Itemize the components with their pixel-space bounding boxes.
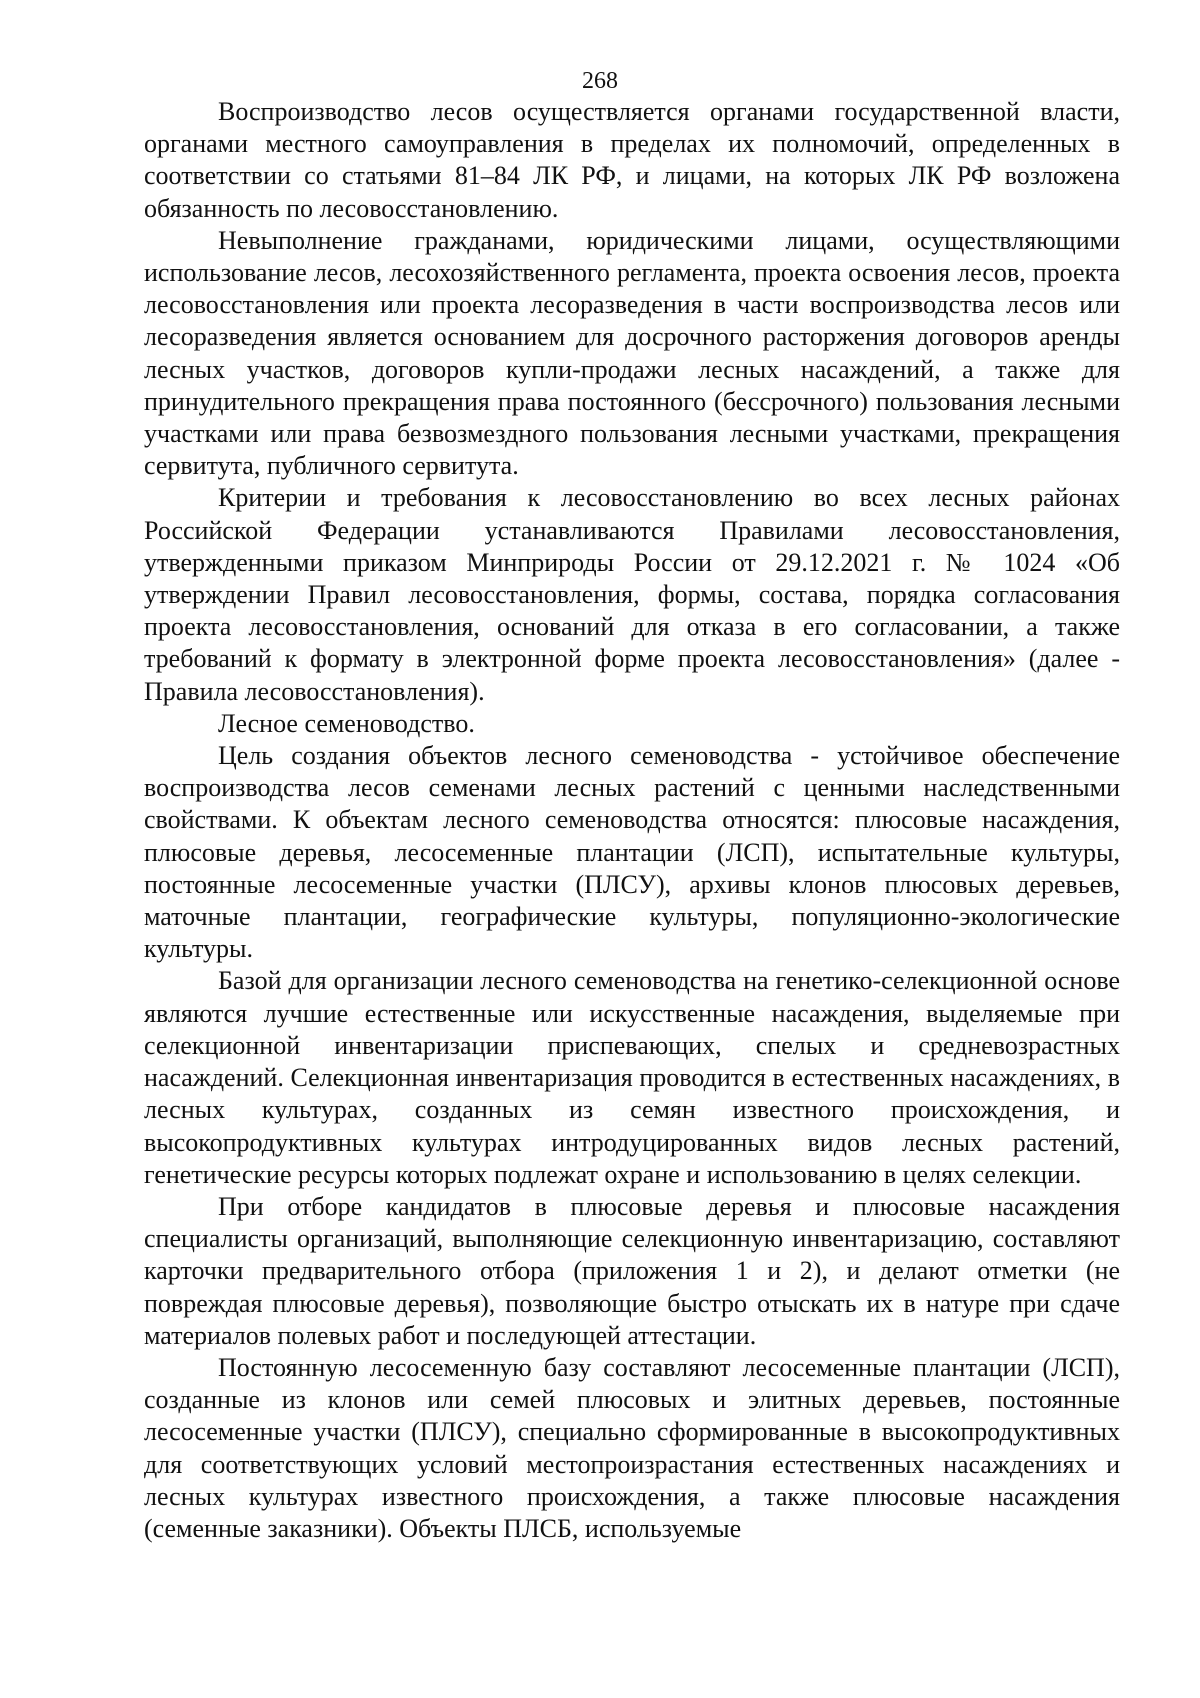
paragraph-seed-goal: Цель создания объектов лесного семеноводства - устойчивое обеспечение воспроизводства лесов семенами лесных растений с ценными наследственными свойствами. К объектам лесного семеноводства относятся: плюсовые насаждения, плюсовые деревья, лесосеменные плантации (ЛСП), испытательные культуры, постоянные лесосеменные участки (ПЛСУ), архивы клонов плюсовых деревьев, маточные плантации, географические культуры, популяционно-экологические культуры. xyxy=(144,741,1120,964)
page-number: 268 xyxy=(582,68,618,94)
paragraph-permanent-base: Постоянную лесосеменную базу составляют лесосеменные плантации (ЛСП), созданные из клонов или семей плюсовых и элитных деревьев, постоянные лесосеменные участки (ПЛСУ), специально сформированные в высокопродуктивных для соответствующих условий местопроизрастания естественных насаждениях и лесных культурах известного происхождения, а также плюсовые насаждения (семенные заказники). Объекты ПЛСБ, используемые xyxy=(144,1352,1120,1543)
paragraph-criteria: Критерии и требования к лесовосстановлению во всех лесных районах Российской Федерации устанавливаются Правилами лесовосстановления, утвержденными приказом Минприроды России от 29.12.2021 г. № 1024 «Об утверждении Правил лесовосстановления, формы, состава, порядка согласования проекта лесовосстановления, оснований для отказа в его согласовании, а также требований к формату в электронной форме проекта лесовосстановления» (далее - Правила лесовосстановления). xyxy=(144,483,1120,706)
paragraph-reproduction: Воспроизводство лесов осуществляется органами государственной власти, органами местного самоуправления в пределах их полномочий, определенных в соответствии со статьями 81–84 ЛК РФ, и лицами, на которых ЛК РФ возложена обязанность по лесовосстановлению. xyxy=(144,97,1120,223)
document-body xyxy=(144,96,1120,1545)
paragraph-candidate-selection: При отборе кандидатов в плюсовые деревья и плюсовые насаждения специалисты организаций, выполняющие селекционную инвентаризацию, составляют карточки предварительного отбора (приложения 1 и 2), и делают отметки (не повреждая плюсовые деревья), позволяющие быстро отыскать их в натуре при сдаче материалов полевых работ и последующей аттестации. xyxy=(144,1191,1120,1350)
paragraph-seed-heading: Лесное семеноводство. xyxy=(218,708,475,738)
paragraph-violations: Невыполнение гражданами, юридическими лицами, осуществляющими использование лесов, лесохозяйственного регламента, проекта освоения лесов, проекта лесовосстановления или проекта лесоразведения в части воспроизводства лесов или лесоразведения является основанием для досрочного расторжения договоров аренды лесных участков, договоров купли-продажи лесных насаждений, а также для принудительного прекращения права постоянного (бессрочного) пользования лесными участками или права безвозмездного пользования лесными участками, прекращения сервитута, публичного сервитута. xyxy=(144,225,1120,481)
paragraph-seed-base: Базой для организации лесного семеноводства на генетико-селекционной основе являются лучшие естественные или искусственные насаждения, выделяемые при селекционной инвентаризации приспевающих, спелых и средневозрастных насаждений. Селекционная инвентаризация проводится в естественных насаждениях, в лесных культурах, созданных из семян известного происхождения, и высокопродуктивных культурах интродуцированных видов лесных растений, генетические ресурсы которых подлежат охране и использованию в целях селекции. xyxy=(144,966,1120,1189)
